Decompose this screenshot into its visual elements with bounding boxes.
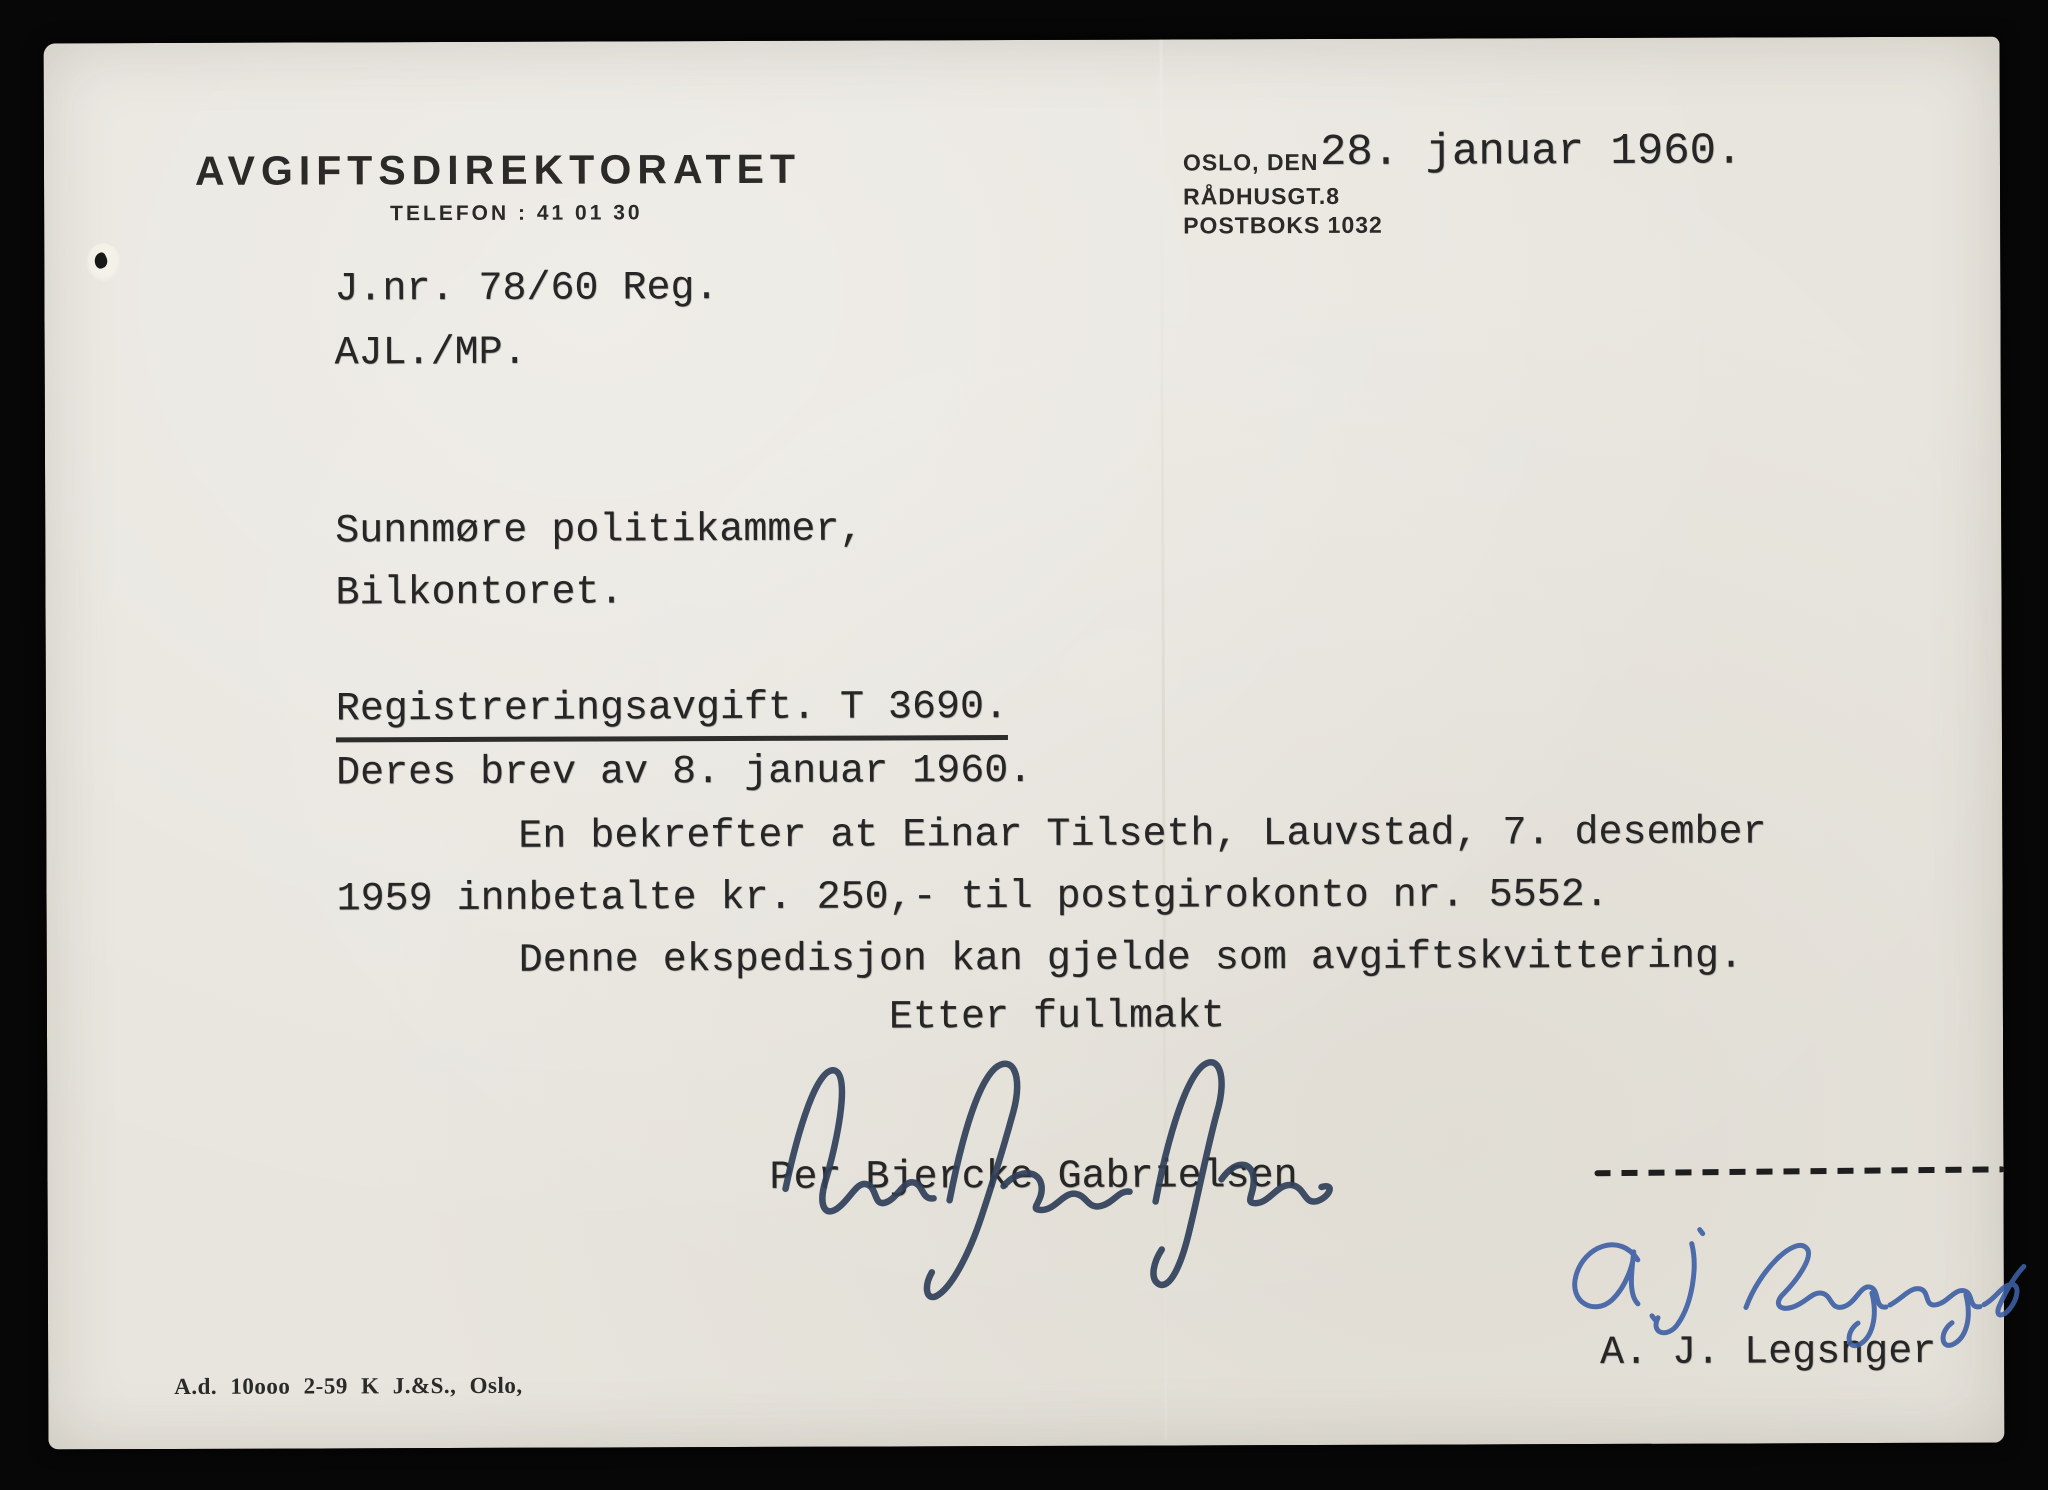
signature-secondary-handwriting <box>1550 1218 2030 1360</box>
body-paragraph1-line2: 1959 innbetalte kr. 250,- til postgirokonto nr. 5552. <box>336 872 1609 923</box>
signature-primary-typed-name: Per Bjercke Gabrielsen <box>769 1154 1298 1201</box>
signature-primary-stroke5 <box>1221 1164 1329 1203</box>
subject-text: Registreringsavgift. T 3690. <box>336 685 1008 742</box>
body-paragraph2: Denne ekspedisjon kan gjelde som avgiftskvittering. <box>518 934 1744 984</box>
date-place-label: OSLO, DEN <box>1182 148 1319 176</box>
signature-primary-stroke4 <box>1153 1062 1223 1285</box>
case-initials: AJL./MP. <box>334 330 527 377</box>
signature-secondary-stroke3 <box>1656 1244 1695 1333</box>
print-code-footer: A.d. 10ooo 2-59 K J.&S., Oslo, <box>174 1372 523 1399</box>
reference-letter-line: Deres brev av 8. januar 1960. <box>336 748 1033 797</box>
signature-primary-stroke3 <box>1003 1173 1129 1210</box>
signature-secondary-stroke4 <box>1700 1230 1703 1234</box>
body-paragraph1-line1: En bekrefter at Einar Tilseth, Lauvstad, 7. desember <box>518 810 1767 860</box>
signature-secondary-stroke1 <box>1575 1245 1638 1307</box>
signature-primary-stroke1 <box>785 1070 933 1212</box>
signature-primary-handwriting <box>751 1019 1352 1311</box>
signature-secondary-stroke9 <box>1984 1267 2024 1316</box>
letterhead-telephone: TELEFON : 41 01 30 <box>390 201 643 226</box>
paper-blemish <box>86 243 120 281</box>
recipient-line2: Bilkontoret. <box>335 570 624 617</box>
letterhead-org-name: AVGIFTSDIREKTORATET <box>194 145 802 194</box>
recipient-line1: Sunnmøre politikammer, <box>335 507 864 555</box>
journal-number: J.nr. 78/60 Reg. <box>334 266 719 313</box>
subject-line <box>335 685 1009 733</box>
letterhead-street: RÅDHUSGT.8 <box>1183 182 1341 210</box>
signature-secondary-stroke2 <box>1652 1316 1655 1320</box>
signature-secondary-stroke5 <box>1746 1245 1886 1308</box>
signature-primary-stroke2 <box>926 1064 1018 1297</box>
date-value: 28. januar 1960. <box>1319 126 1743 178</box>
signature-secondary-typed-name: A. J. Legsnger <box>1600 1329 1937 1376</box>
paper-blemish-mark <box>92 251 110 270</box>
closing-phrase: Etter fullmakt <box>888 994 1226 1041</box>
letterhead-postbox: POSTBOKS 1032 <box>1183 211 1383 239</box>
